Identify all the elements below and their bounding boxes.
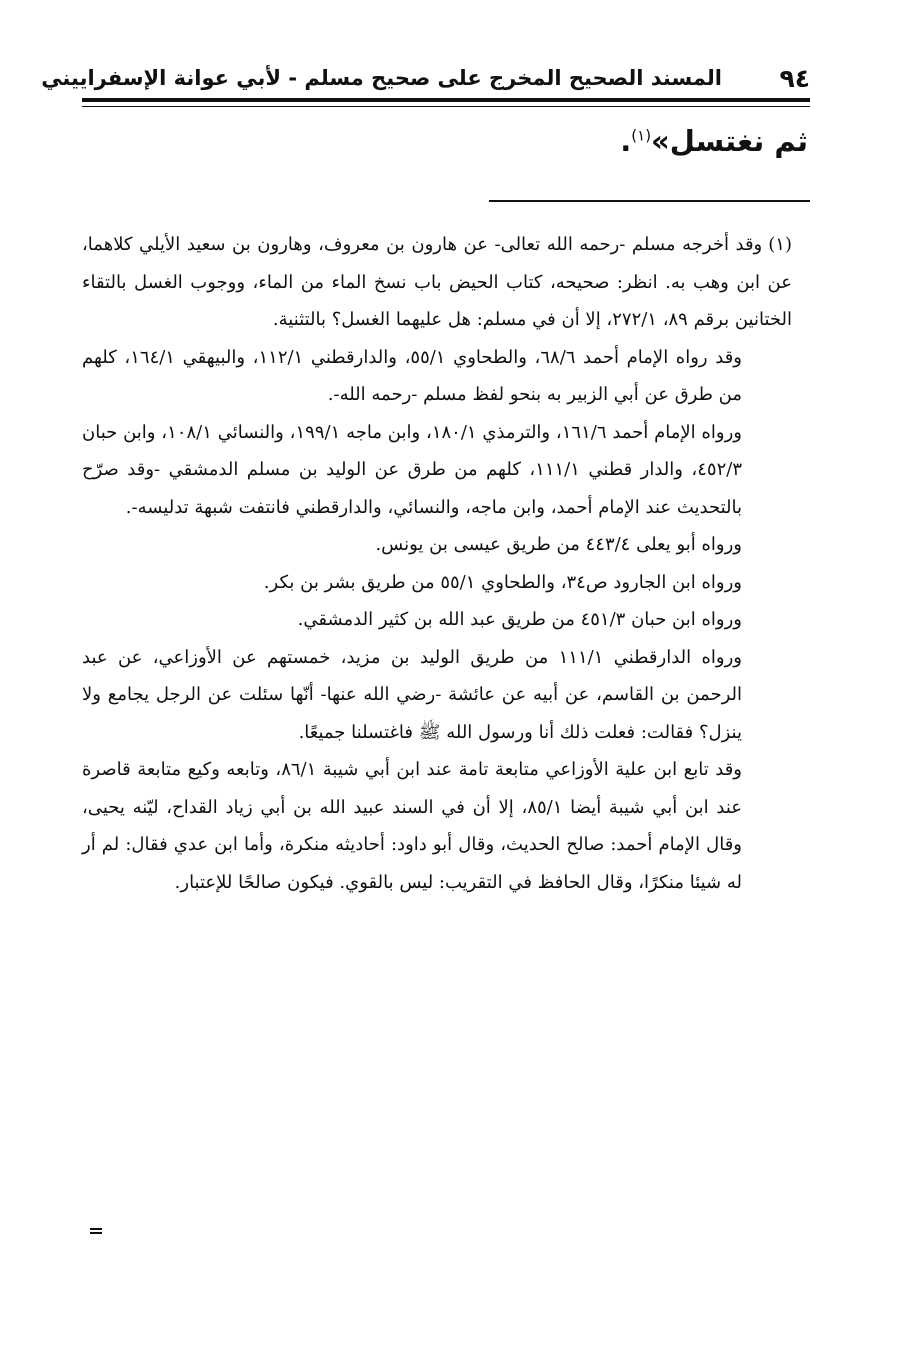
main-text-content: ثم نغتسل» — [651, 124, 808, 158]
footnote-number: (١) — [768, 234, 792, 255]
main-text — [620, 124, 808, 158]
main-end-punct: . — [620, 124, 632, 158]
footnote-paragraph: وقد تابع ابن علية الأوزاعي متابعة تامة عند ابن أبي شيبة ٨٦/١، وتابعه وكيع متابعة قاصرة عند ابن أبي شيبة أيضا ٨٥/١، إلا أن في السند عبيد الله بن أبي زياد القداح، ليّنه يحيى، وقال الإمام أحمد: صالح الحديث، وقال أبو داود: أحاديثه منكرة، وأما ابن عدي فقال: لم أر له شيئا منكرًا، وقال الحافظ في التقريب: ليس بالقوي. فيكون صالحًا للإعتبار. — [82, 759, 743, 893]
page-number: ٩٤ — [779, 64, 810, 93]
continuation-mark — [90, 1228, 102, 1234]
footnote-separator — [489, 200, 810, 202]
footnote-paragraph: ورواه الإمام أحمد ١٦١/٦، والترمذي ١٨٠/١، وابن ماجه ١٩٩/١، والنسائي ١٠٨/١، وابن حبان ٤٥٢/٣، والدار قطني ١١١/١، كلهم من طرق عن الوليد بن مسلم الدمشقي -وقد صرّح بالتحديث عند الإمام أحمد، وابن ماجه، والنسائي، والدارقطني فانتفت شبهة تدليسه-. — [82, 421, 742, 518]
footnotes — [82, 226, 792, 901]
header-rule-thin — [82, 106, 810, 107]
page-header — [41, 60, 810, 98]
footnote-paragraph: وقد رواه الإمام أحمد ٦٨/٦، والطحاوي ٥٥/١، والدارقطني ١١٢/١، والبيهقي ١٦٤/١، كلهم من طرق عن أبي الزبير به بنحو لفظ مسلم -رحمه الله-. — [82, 346, 742, 405]
footnote-text: وقد أخرجه مسلم -رحمه الله تعالى- عن هارون بن معروف، وهارون بن سعيد الأيلي كلاهما، عن ابن وهب به. انظر: صحيحه، كتاب الحيض باب نسخ الماء من الماء، ووجوب الغسل بالتقاء الختانين برقم ٨٩، ٢٧٢/١، إلا أن في مسلم: هل عليهما الغسل؟ بالتثنية. — [82, 234, 792, 330]
footnote-paragraph: ورواه ابن حبان ٤٥١/٣ من طريق عبد الله بن كثير الدمشقي. — [297, 609, 742, 630]
footnote-paragraph: ورواه أبو يعلى ٤٤٣/٤ من طريق عيسى بن يونس. — [375, 534, 742, 555]
header-rule-thick — [82, 98, 810, 102]
running-title: المسند الصحيح المخرج على صحيح مسلم - لأبي عوانة الإسفراييني — [41, 66, 722, 90]
footnote-paragraph — [82, 226, 792, 339]
footnote-paragraph: ورواه ابن الجارود ص٣٤، والطحاوي ٥٥/١ من طريق بشر بن بكر. — [263, 571, 742, 593]
footnote-paragraph: ورواه الدارقطني ١١١/١ من طريق الوليد بن مزيد، خمستهم عن الأوزاعي، عن عبد الرحمن بن القاسم، عن أبيه عن عائشة -رضي الله عنها- أنّها سئلت عن الرجل يجامع ولا ينزل؟ فقالت: فعلت ذلك أنا ورسول الله ﷺ فاغتسلنا جميعًا. — [82, 646, 742, 743]
footnote-reference: (١) — [631, 126, 652, 145]
